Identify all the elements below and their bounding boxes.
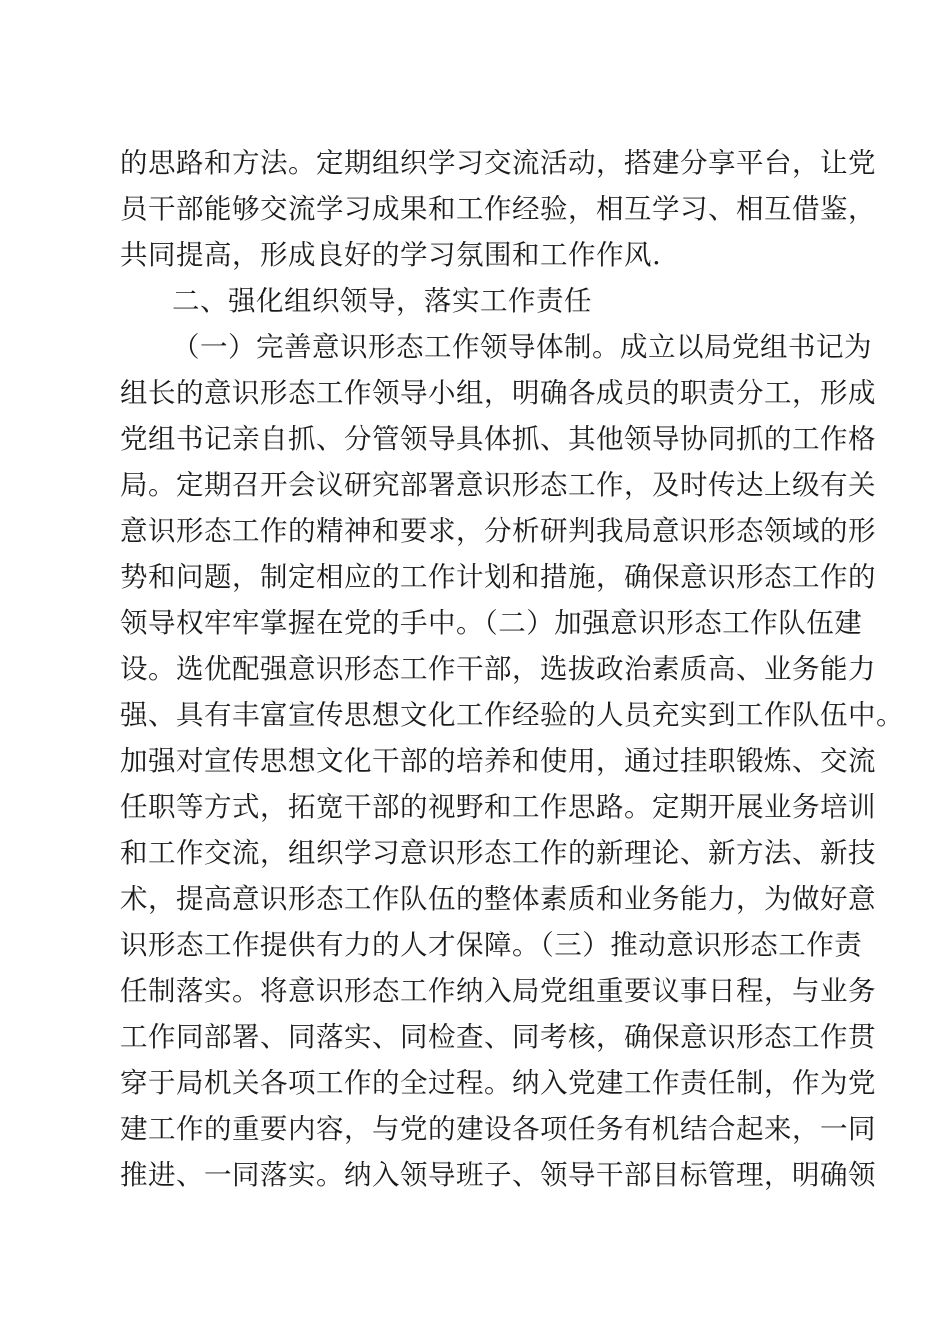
body-text-line: 设。选优配强意识形态工作干部，选拔政治素质高、业务能力	[120, 653, 876, 685]
body-text-line: 加强对宣传思想文化干部的培养和使用，通过挂职锻炼、交流	[120, 745, 876, 777]
body-text-line: 意识形态工作的精神和要求，分析研判我局意识形态领域的形	[120, 515, 876, 547]
body-text-line: 组长的意识形态工作领导小组，明确各成员的职责分工，形成	[120, 377, 876, 409]
body-text-line: 员干部能够交流学习成果和工作经验，相互学习、相互借鉴，	[120, 193, 876, 225]
section-heading: 二、强化组织领导，落实工作责任	[172, 285, 592, 317]
body-text-line: 强、具有丰富宣传思想文化工作经验的人员充实到工作队伍中。	[120, 699, 904, 731]
body-text-line: 推进、一同落实。纳入领导班子、领导干部目标管理，明确领	[120, 1159, 876, 1191]
body-text-line: 共同提高，形成良好的学习氛围和工作作风.	[120, 239, 662, 271]
body-text-line: 领导权牢牢掌握在党的手中。（二）加强意识形态工作队伍建	[120, 607, 863, 639]
body-text-line: 任制落实。将意识形态工作纳入局党组重要议事日程，与业务	[120, 975, 876, 1007]
body-text-line: 穿于局机关各项工作的全过程。纳入党建工作责任制，作为党	[120, 1067, 876, 1099]
body-text-line: 术，提高意识形态工作队伍的整体素质和业务能力，为做好意	[120, 883, 876, 915]
body-text-line: 建工作的重要内容，与党的建设各项任务有机结合起来，一同	[120, 1113, 876, 1145]
body-text-line: 党组书记亲自抓、分管领导具体抓、其他领导协同抓的工作格	[120, 423, 876, 455]
body-text-line: 任职等方式，拓宽干部的视野和工作思路。定期开展业务培训	[120, 791, 876, 823]
body-text-line: 的思路和方法。定期组织学习交流活动，搭建分享平台，让党	[120, 147, 876, 179]
body-text-line: （一）完善意识形态工作领导体制。成立以局党组书记为	[172, 331, 872, 363]
body-text-line: 势和问题，制定相应的工作计划和措施，确保意识形态工作的	[120, 561, 876, 593]
body-text-line: 工作同部署、同落实、同检查、同考核，确保意识形态工作贯	[120, 1021, 876, 1053]
body-text-line: 识形态工作提供有力的人才保障。（三）推动意识形态工作责	[120, 929, 863, 961]
body-text-line: 局。定期召开会议研究部署意识形态工作，及时传达上级有关	[120, 469, 876, 501]
body-text-line: 和工作交流，组织学习意识形态工作的新理论、新方法、新技	[120, 837, 876, 869]
